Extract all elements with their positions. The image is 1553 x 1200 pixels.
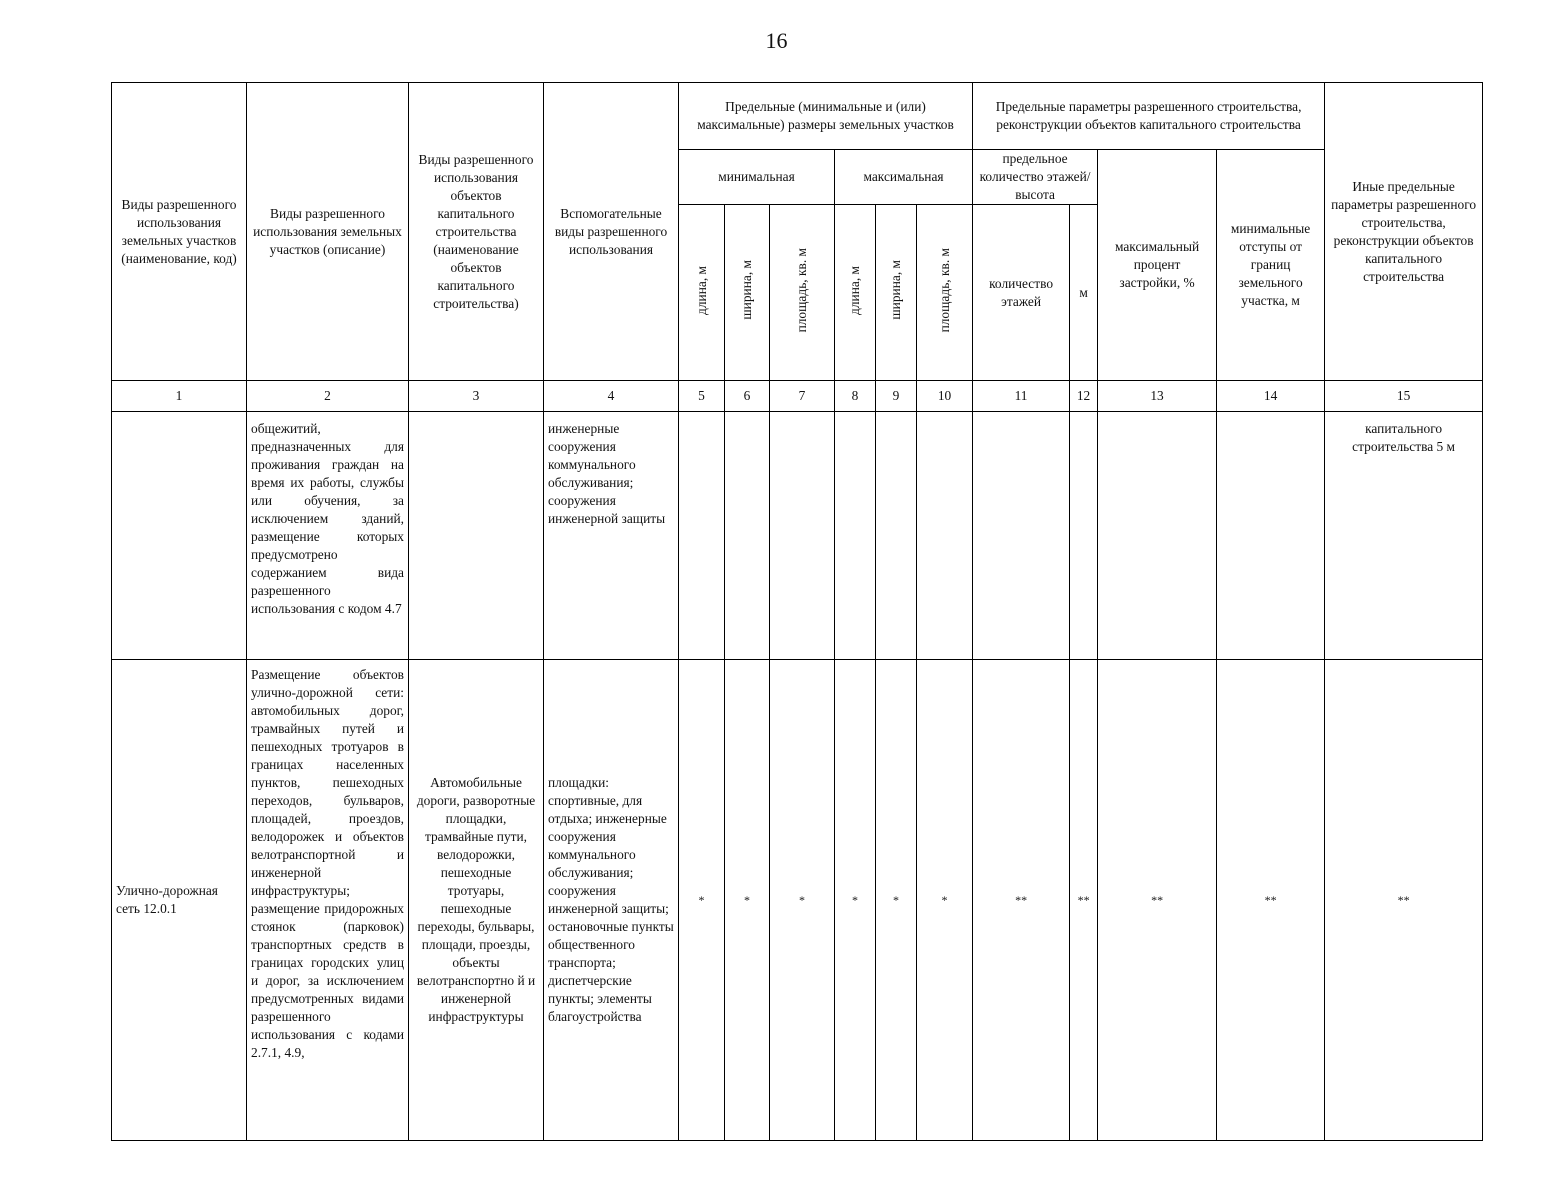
row1-other-limits: капитального строительства 5 м: [1325, 412, 1483, 660]
row2-auxiliary-use: площадки: спортивные, для отдыха; инженерные сооружения коммунального обслуживания; сооружения инженерной защиты; остановочные пункты общественного транспорта; диспетчерские пункты; элементы благоустройства: [544, 660, 679, 1141]
row2-height-m: **: [1070, 660, 1098, 1141]
header-meters: м: [1070, 205, 1098, 381]
row1-cell-10: [917, 412, 973, 660]
column-number: 12: [1070, 381, 1098, 412]
header-min-area: [770, 205, 835, 381]
land-use-regulations-table: [111, 82, 1483, 1141]
header-min-area-text: площадь, кв. м: [794, 247, 809, 333]
row1-cell-6: [725, 412, 770, 660]
header-max-width: [876, 205, 917, 381]
header-plot-size-limits: Предельные (минимальные и (или) максимальные) размеры земельных участков: [679, 83, 973, 150]
header-max-length-text: длина, м: [847, 265, 862, 315]
column-number: 8: [835, 381, 876, 412]
column-number: 5: [679, 381, 725, 412]
header-min-length-text: длина, м: [693, 265, 709, 315]
row1-cell-8: [835, 412, 876, 660]
column-number: 6: [725, 381, 770, 412]
row2-other-limits: **: [1325, 660, 1483, 1141]
row1-cell-7: [770, 412, 835, 660]
header-max-building-percent: максимальный процент застройки, %: [1098, 150, 1217, 381]
header-minimal: минимальная: [679, 150, 835, 205]
row2-min-area: *: [770, 660, 835, 1141]
header-max-length: [835, 205, 876, 381]
header-max-area: [917, 205, 973, 381]
row1-cell-12: [1070, 412, 1098, 660]
header-min-setbacks: минимальные отступы от границ земельного участка, м: [1217, 150, 1325, 381]
row2-capital-use: Автомобильные дороги, разворотные площадки, трамвайные пути, велодорожки, пешеходные тротуары, пешеходные переходы, бульвары, площади, проезды, объекты велотранспортно й и инженерной инфраструктуры: [409, 660, 544, 1141]
header-min-width-text: ширина, м: [739, 260, 754, 320]
row2-floors-count: **: [973, 660, 1070, 1141]
column-number: 7: [770, 381, 835, 412]
header-capital-construction-use: Виды разрешенного использования объектов капитального строительства (наименование объектов капитального строительства): [409, 83, 544, 381]
row1-cell-5: [679, 412, 725, 660]
header-floors-count: количество этажей: [973, 205, 1070, 381]
row2-max-length: *: [835, 660, 876, 1141]
column-number: 9: [876, 381, 917, 412]
header-min-width: [725, 205, 770, 381]
row2-max-width: *: [876, 660, 917, 1141]
row2-max-area: *: [917, 660, 973, 1141]
row2-min-setbacks: **: [1217, 660, 1325, 1141]
row1-capital-use: [409, 412, 544, 660]
column-number: 1: [112, 381, 247, 412]
row1-cell-9: [876, 412, 917, 660]
row1-auxiliary-use: инженерные сооружения коммунального обслуживания; сооружения инженерной защиты: [544, 412, 679, 660]
page-number: 16: [765, 28, 788, 53]
header-floors-height: предельное количество этажей/высота: [973, 150, 1098, 205]
column-number: 14: [1217, 381, 1325, 412]
column-number-row: [112, 381, 1483, 412]
header-row-1: [112, 83, 1483, 150]
column-number: 10: [917, 381, 973, 412]
table-row: [112, 660, 1483, 1141]
table-row: [112, 412, 1483, 660]
column-number: 15: [1325, 381, 1483, 412]
header-construction-limits: Предельные параметры разрешенного строительства, реконструкции объектов капитального строительства: [973, 83, 1325, 150]
header-maximal: максимальная: [835, 150, 973, 205]
header-other-limits: Иные предельные параметры разрешенного строительства, реконструкции объектов капитального строительства: [1325, 83, 1483, 381]
column-number: 4: [544, 381, 679, 412]
column-number: 13: [1098, 381, 1217, 412]
row1-cell-14: [1217, 412, 1325, 660]
column-number: 3: [409, 381, 544, 412]
header-auxiliary-use: Вспомогательные виды разрешенного использования: [544, 83, 679, 381]
header-max-area-text: площадь, кв. м: [936, 247, 952, 333]
header-min-length: [679, 205, 725, 381]
header-max-width-text: ширина, м: [888, 260, 903, 320]
row2-description: Размещение объектов улично-дорожной сети: автомобильных дорог, трамвайных путей и пешеходных тротуаров в границах населенных пунктов, пешеходных переходов, бульваров, площадей, проездов, велодорожек и объектов велотранспортной и инженерной инфраструктуры; размещение придорожных стоянок (парковок) транспортных средств в границах городских улиц и дорог, за исключением предусмотренных видами разрешенного использования с кодами 2.7.1, 4.9,: [247, 660, 409, 1141]
row1-land-use-code: [112, 412, 247, 660]
row2-max-percent: **: [1098, 660, 1217, 1141]
row2-min-width: *: [725, 660, 770, 1141]
row1-description: общежитий, предназначенных для проживания граждан на время их работы, службы или обучения, за исключением зданий, размещение которых предусмотрено содержанием вида разрешенного использования с кодом 4.7: [247, 412, 409, 660]
column-number: 11: [973, 381, 1070, 412]
row1-cell-11: [973, 412, 1070, 660]
row2-min-length: *: [679, 660, 725, 1141]
header-land-use-description: Виды разрешенного использования земельных участков (описание): [247, 83, 409, 381]
column-number: 2: [247, 381, 409, 412]
row2-land-use-code: Улично-дорожная сеть 12.0.1: [112, 660, 247, 1141]
row1-cell-13: [1098, 412, 1217, 660]
header-land-use-code: Виды разрешенного использования земельных участков (наименование, код): [112, 83, 247, 381]
